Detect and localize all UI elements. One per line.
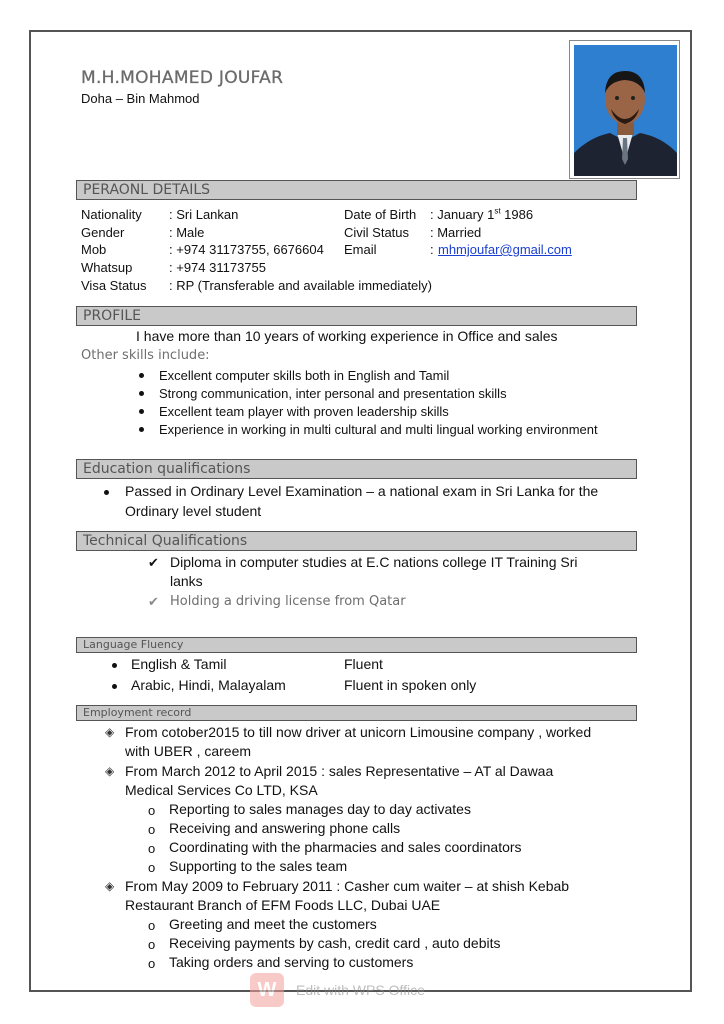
skill-item: Experience in working in multi cultural and multi lingual working environment <box>159 422 598 437</box>
section-employment: Employment record <box>76 705 637 721</box>
watermark-text: Edit with WPS Office <box>296 982 425 998</box>
dob-value: : January 1st 1986 <box>430 206 534 222</box>
job-3-line-2: Restaurant Branch of EFM Foods LLC, Dubai UAE <box>125 897 441 913</box>
skill-item: Strong communication, inter personal and presentation skills <box>159 386 507 401</box>
whatsup-label: Whatsup <box>81 260 133 275</box>
other-skills-heading: Other skills include: <box>81 348 210 363</box>
technical-item-1-line-1: Diploma in computer studies at E.C nations college IT Training Sri <box>170 554 578 570</box>
education-line-1: Passed in Ordinary Level Examination – a national exam in Sri Lanka for the <box>125 483 599 499</box>
job-3-task: Taking orders and serving to customers <box>169 954 414 970</box>
circle-bullet-icon: o <box>148 956 156 971</box>
job-2-task: Coordinating with the pharmacies and sales coordinators <box>169 839 522 855</box>
nationality-label: Nationality <box>81 207 142 222</box>
job-1-line-1: From cotober2015 to till now driver at unicorn Limousine company , worked <box>125 724 592 740</box>
wps-watermark[interactable] <box>250 973 425 1007</box>
circle-bullet-icon: o <box>148 803 156 818</box>
email-link[interactable]: mhmjoufar@gmail.com <box>438 242 572 257</box>
bullet <box>112 663 117 668</box>
bullet <box>104 490 109 495</box>
diamond-bullet-icon: ◈ <box>105 879 115 893</box>
visa-value: : RP (Transferable and available immediately) <box>169 278 433 293</box>
skill-item: Excellent team player with proven leadership skills <box>159 404 449 419</box>
education-line-2: Ordinary level student <box>125 503 262 519</box>
candidate-address: Doha – Bin Mahmod <box>81 91 200 106</box>
job-3-task: Greeting and meet the customers <box>169 916 377 932</box>
mob-label: Mob <box>81 242 107 257</box>
job-1-line-2: with UBER , careem <box>125 743 252 759</box>
circle-bullet-icon: o <box>148 841 156 856</box>
section-personal-details: PERAONL DETAILS <box>76 180 637 200</box>
language-level: Fluent in spoken only <box>344 677 477 693</box>
job-2-line-2: Medical Services Co LTD, KSA <box>125 782 318 798</box>
bullet <box>139 391 144 396</box>
circle-bullet-icon: o <box>148 822 156 837</box>
job-2-task: Supporting to the sales team <box>169 858 348 874</box>
job-2-line-1: From March 2012 to April 2015 : sales Representative – AT al Dawaa <box>125 763 554 779</box>
diamond-bullet-icon: ◈ <box>105 764 115 778</box>
profile-photo <box>569 40 680 179</box>
bullet <box>139 409 144 414</box>
section-profile: PROFILE <box>76 306 637 326</box>
visa-label: Visa Status <box>81 278 147 293</box>
technical-item-1-line-2: lanks <box>170 573 203 589</box>
bullet <box>139 427 144 432</box>
circle-bullet-icon: o <box>148 937 156 952</box>
section-technical: Technical Qualifications <box>76 531 637 551</box>
civil-status-value: : Married <box>430 225 482 240</box>
email-colon: : <box>430 242 434 257</box>
candidate-name: M.H.MOHAMED JOUFAR <box>81 68 284 88</box>
nationality-value: : Sri Lankan <box>169 207 239 222</box>
technical-item-2: Holding a driving license from Qatar <box>170 594 406 609</box>
bullet <box>112 684 117 689</box>
skill-item: Excellent computer skills both in English and Tamil <box>159 368 450 383</box>
profile-intro: I have more than 10 years of working experience in Office and sales <box>136 328 558 344</box>
language-name: English & Tamil <box>131 656 227 672</box>
gender-value: : Male <box>169 225 205 240</box>
check-icon: ✔ <box>148 555 159 570</box>
whatsup-value: : +974 31173755 <box>169 260 266 275</box>
dob-label: Date of Birth <box>344 207 417 222</box>
bullet <box>139 373 144 378</box>
language-name: Arabic, Hindi, Malayalam <box>131 677 286 693</box>
gender-label: Gender <box>81 225 125 240</box>
section-education: Education qualifications <box>76 459 637 479</box>
email-label: Email <box>344 242 377 257</box>
circle-bullet-icon: o <box>148 860 156 875</box>
job-3-task: Receiving payments by cash, credit card , auto debits <box>169 935 501 951</box>
wps-logo-icon: W <box>250 973 284 1007</box>
section-language: Language Fluency <box>76 637 637 653</box>
job-2-task: Reporting to sales manages day to day activates <box>169 801 471 817</box>
check-icon: ✔ <box>148 594 159 609</box>
language-level: Fluent <box>344 656 383 672</box>
circle-bullet-icon: o <box>148 918 156 933</box>
mob-value: : +974 31173755, 6676604 <box>169 242 324 257</box>
diamond-bullet-icon: ◈ <box>105 725 115 739</box>
job-3-line-1: From May 2009 to February 2011 : Casher cum waiter – at shish Kebab <box>125 878 570 894</box>
civil-status-label: Civil Status <box>344 225 410 240</box>
job-2-task: Receiving and answering phone calls <box>169 820 401 836</box>
